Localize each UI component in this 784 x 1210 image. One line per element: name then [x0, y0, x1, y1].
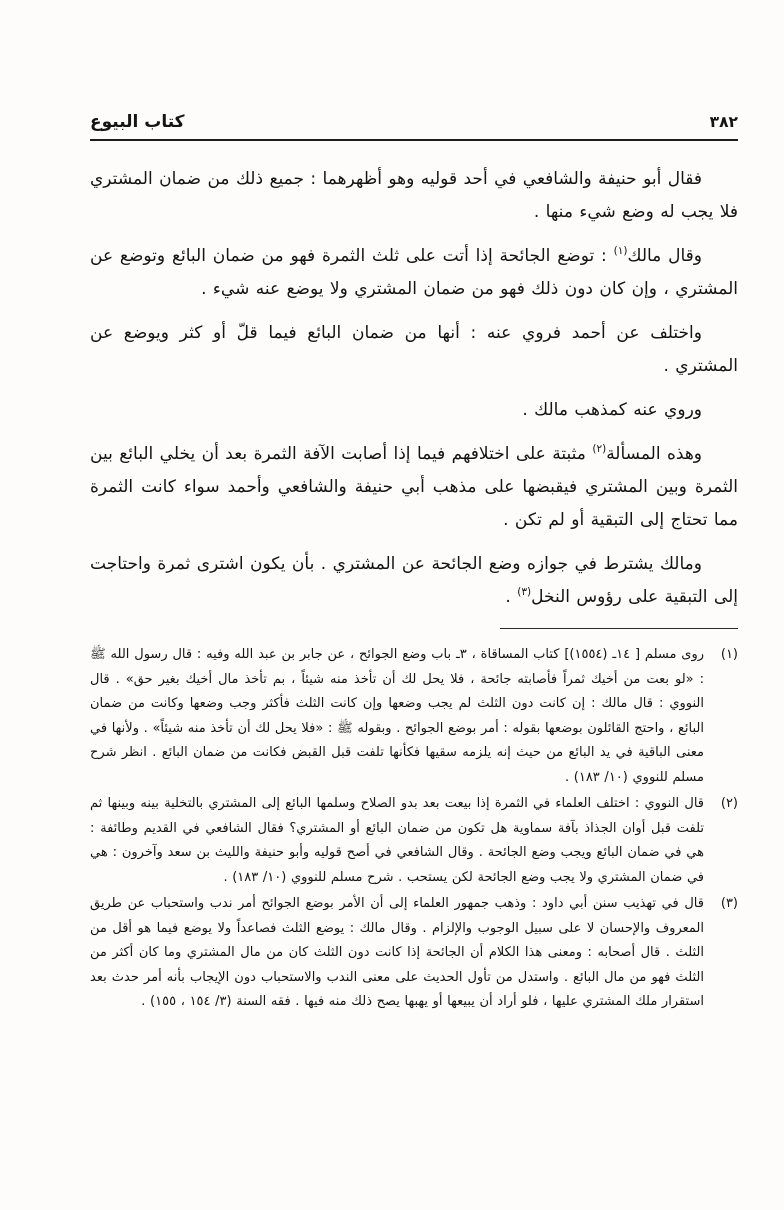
paragraph-text: .	[505, 587, 518, 607]
footnote-3	[90, 892, 738, 1015]
chapter-title: كتاب البيوع	[90, 112, 185, 132]
footnote-marker-2: (٢)	[720, 796, 738, 811]
footnote-text-1: روى مسلم [ ١٤ـ (١٥٥٤)] كتاب المساقاة ، ٣ـ باب وضع الجوائح ، عن جابر بن عبد الله وفيه : قال رسول الله ﷺ : «لو بعت من أخيك ثمراً فأصابته جائحة ، فلا يحل لك أن تأخذ منه شيئاً ، بم تأخذ مال أخيك بغير حق» . قال النووي : قال مالك : إن كانت دون الثلث لم يجب وضعها وإن كانت الثلث فأكثر وجب وضعها وكانت من ضمان البائع ، واحتج القائلون بوضعها بقوله : أمر بوضع الجوائح . وبقوله ﷺ : «فلا يحل لك أن تأخذ منه شيئاً» . ولأنها في معنى الباقية في يد البائع من حيث إنه يلزمه سقيها فكأنها تلفت قبل القبض فكانت من ضمان البائع . انظر شرح مسلم للنووي (١٠/ ١٨٣) .	[90, 647, 705, 785]
page-number: ٣٨٢	[709, 113, 738, 131]
paragraph-4: وروي عنه كمذهب مالك .	[522, 400, 702, 420]
paragraph-text: : توضع الجائحة إذا أتت على ثلث الثمرة فهو من ضمان البائع وتوضع عن المشتري ، وإن كان دون ذلك فهو من ضمان المشتري ولا يوضع عنه شيء .	[90, 246, 738, 299]
footnote-ref-1: (١)	[613, 245, 628, 257]
paragraph-5	[90, 438, 738, 537]
footnote-marker-3: (٣)	[720, 896, 738, 911]
footnote-ref-3: (٣)	[517, 586, 532, 598]
footnote-ref-2: (٢)	[592, 443, 607, 455]
paragraph-1: فقال أبو حنيفة والشافعي في أحد قوليه وهو أظهرهما : جميع ذلك من ضمان المشتري فلا يجب له وضع شيء منها .	[90, 169, 738, 222]
page-content	[90, 112, 738, 1017]
paragraph-6	[90, 548, 738, 614]
paragraph-3: واختلف عن أحمد فروي عنه : أنها من ضمان البائع فيما قلّ أو كثر ويوضع عن المشتري .	[90, 323, 738, 376]
paragraph-text: وقال مالك	[627, 246, 702, 266]
main-text	[90, 163, 738, 614]
paragraph-text: مثبتة على اختلافهم فيما إذا أصابت الآفة الثمرة بعد أن يخلي البائع بين الثمرة وبين المشتري فيقبضها على مذهب أبي حنيفة والشافعي وأحمد سواء كانت الثمرة مما تحتاج إلى التبقية أو لم تكن .	[90, 444, 738, 530]
paragraph-2	[90, 240, 738, 306]
footnote-marker-1: (١)	[720, 647, 738, 662]
footnote-2	[90, 792, 738, 890]
footnote-separator	[500, 628, 738, 629]
footnote-text-2: قال النووي : اختلف العلماء في الثمرة إذا بيعت بعد بدو الصلاح وسلمها البائع إلى المشتري بالتخلية بينه وبينها ثم تلفت قبل أوان الجذاذ بآفة سماوية هل تكون من ضمان البائع أو المشتري؟ فقال الشافعي في القديم وطائفة : هي في ضمان البائع ويجب وضع الجائحة . وقال الشافعي في أصح قوليه وأبو حنيفة والليث بن سعد وآخرون : هي في ضمان المشتري ولا يجب وضع الجائحة لكن يستحب . شرح مسلم للنووي (١٠/ ١٨٣) .	[90, 796, 704, 885]
footnotes-section	[90, 643, 738, 1015]
page-header	[90, 112, 738, 141]
paragraph-text: ومالك يشترط في جوازه وضع الجائحة عن المشتري . بأن يكون اشترى ثمرة واحتاجت إلى التبقية على رؤوس النخل	[90, 554, 738, 607]
footnote-1	[90, 643, 738, 790]
paragraph-text: وهذه المسألة	[606, 444, 703, 464]
footnote-text-3: قال في تهذيب سنن أبي داود : وذهب جمهور العلماء إلى أن الأمر بوضع الجوائح أمر ندب واستحباب عن طريق المعروف والإحسان لا على سبيل الوجوب والإلزام . وقال مالك : يوضع الثلث فصاعداً ولا يوضع فيما هو أقل من الثلث . قال أصحابه : ومعنى هذا الكلام أن الجائحة إذا كانت دون الثلث كان من مال المشتري وما كان أكثر من الثلث فهو من مال البائع . واستدل من تأول الحديث على معنى الندب والاستحباب دون الإيجاب بأنه أمر حدث بعد استقرار ملك المشتري عليها ، فلو أراد أن يبيعها أو يهبها يصح ذلك منه فيها . فقه السنة (٣/ ١٥٤ ، ١٥٥) .	[90, 896, 704, 1009]
